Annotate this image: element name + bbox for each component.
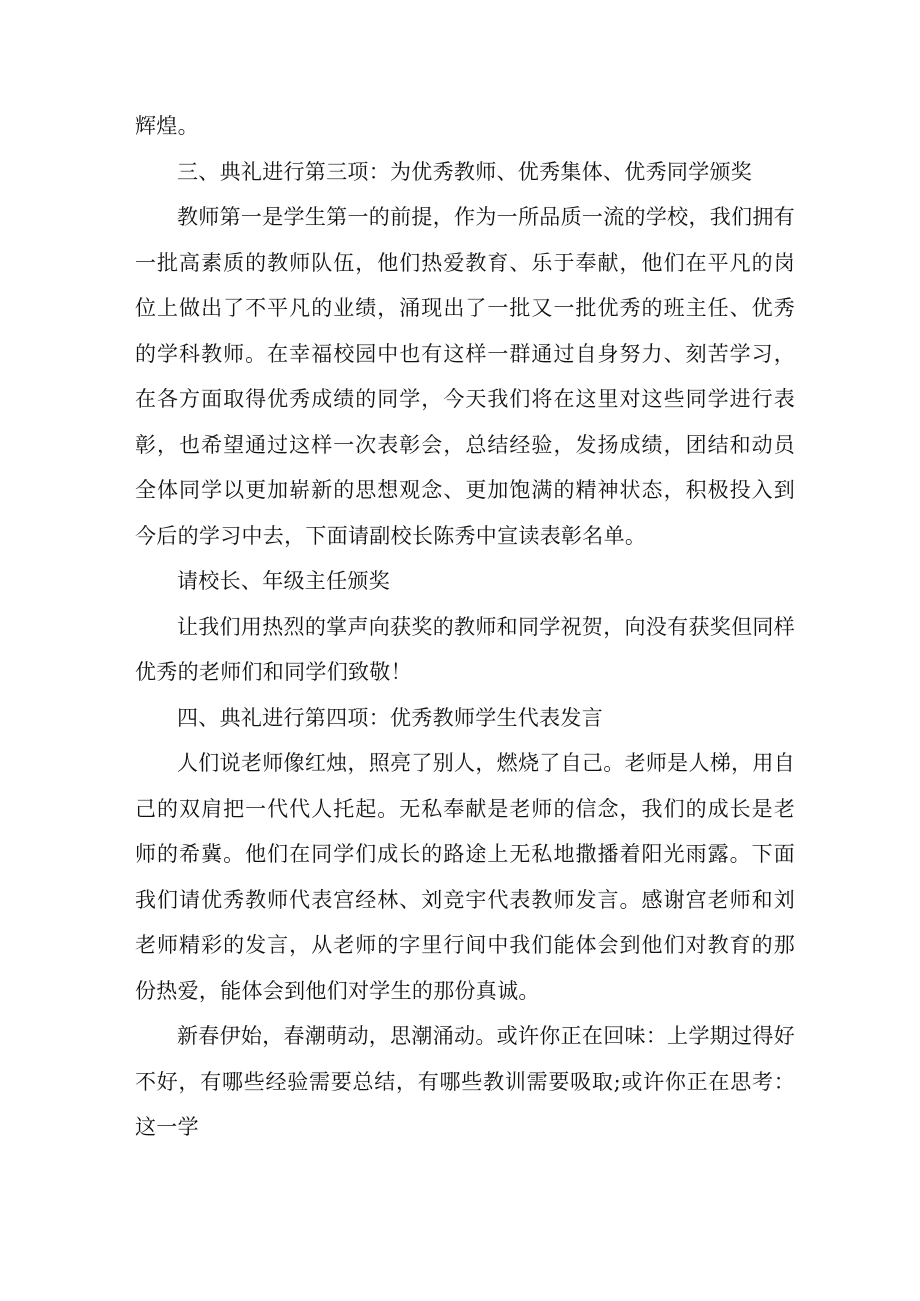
paragraph-new-spring: 新春伊始，春潮萌动，思潮涌动。或许你正在回味：上学期过得好不好，有哪些经验需要总结，有哪些教训需要吸取;或许你正在思考：这一学 <box>135 1024 795 1139</box>
section-heading-item-three: 三、典礼进行第三项：为优秀教师、优秀集体、优秀同学颁奖 <box>177 159 753 184</box>
document-page <box>135 104 795 1151</box>
paragraph-award-presenters: 请校长、年级主任颁奖 <box>177 569 390 593</box>
paragraph-teacher-intro: 教师第一是学生第一的前提，作为一所品质一流的学校，我们拥有一批高素质的教师队伍，他们热爱教育、乐于奉献，他们在平凡的岗位上做出了不平凡的业绩，涌现出了一批又一批优秀的班主任、优秀的学科教师。在幸福校园中也有这样一群通过自身努力、刻苦学习，在各方面取得优秀成绩的同学，今天我们将在这里对这些同学进行表彰，也希望通过这样一次表彰会，总结经验，发扬成绩，团结和动员全体同学以更加崭新的思想观念、更加饱满的精神状态，积极投入到今后的学习中去，下面请副校长陈秀中宣读表彰名单。 <box>135 205 795 548</box>
section-heading-item-four: 四、典礼进行第四项：优秀教师学生代表发言 <box>177 705 603 730</box>
paragraph-applause: 让我们用热烈的掌声向获奖的教师和同学祝贺，向没有获奖但同样优秀的老师们和同学们致敬！ <box>135 614 795 684</box>
paragraph-teacher-speech: 人们说老师像红烛，照亮了别人，燃烧了自己。老师是人梯，用自己的双肩把一代代人托起。无私奉献是老师的信念，我们的成长是老师的希冀。他们在同学们成长的路途上无私地撒播着阳光雨露。下面我们请优秀教师代表宫经林、刘竞宇代表教师发言。感谢宫老师和刘老师精彩的发言，从老师的字里行间中我们能体会到他们对教育的那份热爱，能体会到他们对学生的那份真诚。 <box>135 751 795 1003</box>
paragraph-continuation: 辉煌。 <box>135 114 199 138</box>
